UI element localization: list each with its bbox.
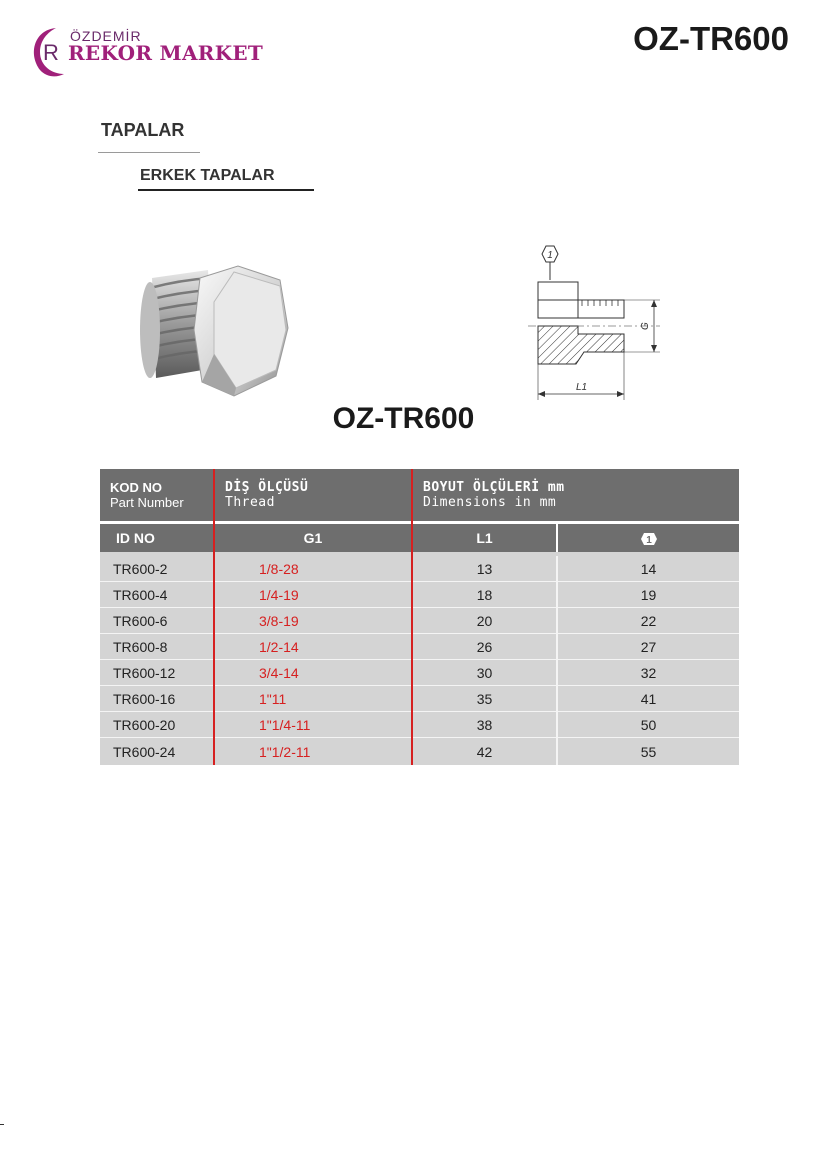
subheader-id: ID NO <box>100 524 214 552</box>
header-boyut-main: BOYUT ÖLÇÜLERİ mm <box>423 480 565 495</box>
table-subheader-row <box>100 524 739 552</box>
l1-cell: 38 <box>412 712 557 738</box>
part-id-cell: TR600-24 <box>100 738 214 766</box>
header-dis-sub: Thread <box>225 495 275 510</box>
thread-cell: 1/8-28 <box>214 556 412 582</box>
thread-cell: 3/4-14 <box>214 660 412 686</box>
thread-cell: 1/2-14 <box>214 634 412 660</box>
part-id-cell: TR600-12 <box>100 660 214 686</box>
table-row <box>100 686 739 712</box>
hex-size-cell: 50 <box>557 712 739 738</box>
table-row <box>100 660 739 686</box>
section-divider <box>98 152 200 153</box>
table-row <box>100 634 739 660</box>
l1-cell: 35 <box>412 686 557 712</box>
hex-size-cell: 22 <box>557 608 739 634</box>
svg-text:R: R <box>43 40 59 65</box>
drawing-label-hex: 1 <box>547 250 553 261</box>
hex-number-1-icon <box>640 532 658 546</box>
sub-title: ERKEK TAPALAR <box>140 167 275 184</box>
part-id-cell: TR600-8 <box>100 634 214 660</box>
technical-drawing <box>520 240 670 405</box>
part-id-cell: TR600-20 <box>100 712 214 738</box>
header-dis-main: DİŞ ÖLÇÜSÜ <box>225 480 309 495</box>
table-row <box>100 712 739 738</box>
subheader-hex <box>557 524 739 552</box>
header-thread <box>214 469 412 521</box>
sub-divider <box>138 189 314 191</box>
header-boyut-sub: Dimensions in mm <box>423 495 557 510</box>
product-photo <box>130 258 300 403</box>
thread-cell: 1"11 <box>214 686 412 712</box>
drawing-label-g: G <box>640 322 651 330</box>
hex-icon-label: 1 <box>645 535 652 547</box>
product-title <box>0 402 827 436</box>
part-id-cell: TR600-16 <box>100 686 214 712</box>
table-row <box>100 582 739 608</box>
l1-cell: 18 <box>412 582 557 608</box>
part-id-cell: TR600-2 <box>100 556 214 582</box>
l1-cell: 20 <box>412 608 557 634</box>
l1-cell: 13 <box>412 556 557 582</box>
table-row <box>100 608 739 634</box>
table-row <box>100 738 739 766</box>
logo-r-icon <box>26 24 70 80</box>
header-product-code: OZ-TR600 <box>633 20 789 57</box>
header-part-number <box>100 469 214 521</box>
thread-cell: 1"1/2-11 <box>214 738 412 766</box>
hex-size-cell: 55 <box>557 738 739 766</box>
thread-cell: 1"1/4-11 <box>214 712 412 738</box>
hex-size-cell: 27 <box>557 634 739 660</box>
header-dimensions <box>412 469 739 521</box>
subheader-g1: G1 <box>214 524 412 552</box>
table-row <box>100 556 739 582</box>
hex-size-cell: 19 <box>557 582 739 608</box>
subheader-l1: L1 <box>412 524 557 552</box>
header-kod-sub: Part Number <box>110 495 184 510</box>
thread-cell: 3/8-19 <box>214 608 412 634</box>
part-id-cell: TR600-6 <box>100 608 214 634</box>
brand-logo <box>26 24 264 80</box>
hex-size-cell: 32 <box>557 660 739 686</box>
product-title-text: OZ-TR600 <box>332 402 475 435</box>
header-kod-main: KOD NO <box>110 480 162 495</box>
hex-size-cell: 41 <box>557 686 739 712</box>
hex-size-cell: 14 <box>557 556 739 582</box>
part-id-cell: TR600-4 <box>100 582 214 608</box>
l1-cell: 30 <box>412 660 557 686</box>
brand-name: REKOR MARKET <box>68 41 264 65</box>
table-header-row <box>100 469 739 521</box>
thread-cell: 1/4-19 <box>214 582 412 608</box>
page-edge-mark <box>0 1124 4 1125</box>
l1-cell: 26 <box>412 634 557 660</box>
l1-cell: 42 <box>412 738 557 766</box>
section-title: TAPALAR <box>101 120 185 140</box>
brand-top-text: ÖZDEMİR <box>70 28 142 44</box>
drawing-label-l1: L1 <box>576 382 588 393</box>
spec-table <box>100 469 739 765</box>
